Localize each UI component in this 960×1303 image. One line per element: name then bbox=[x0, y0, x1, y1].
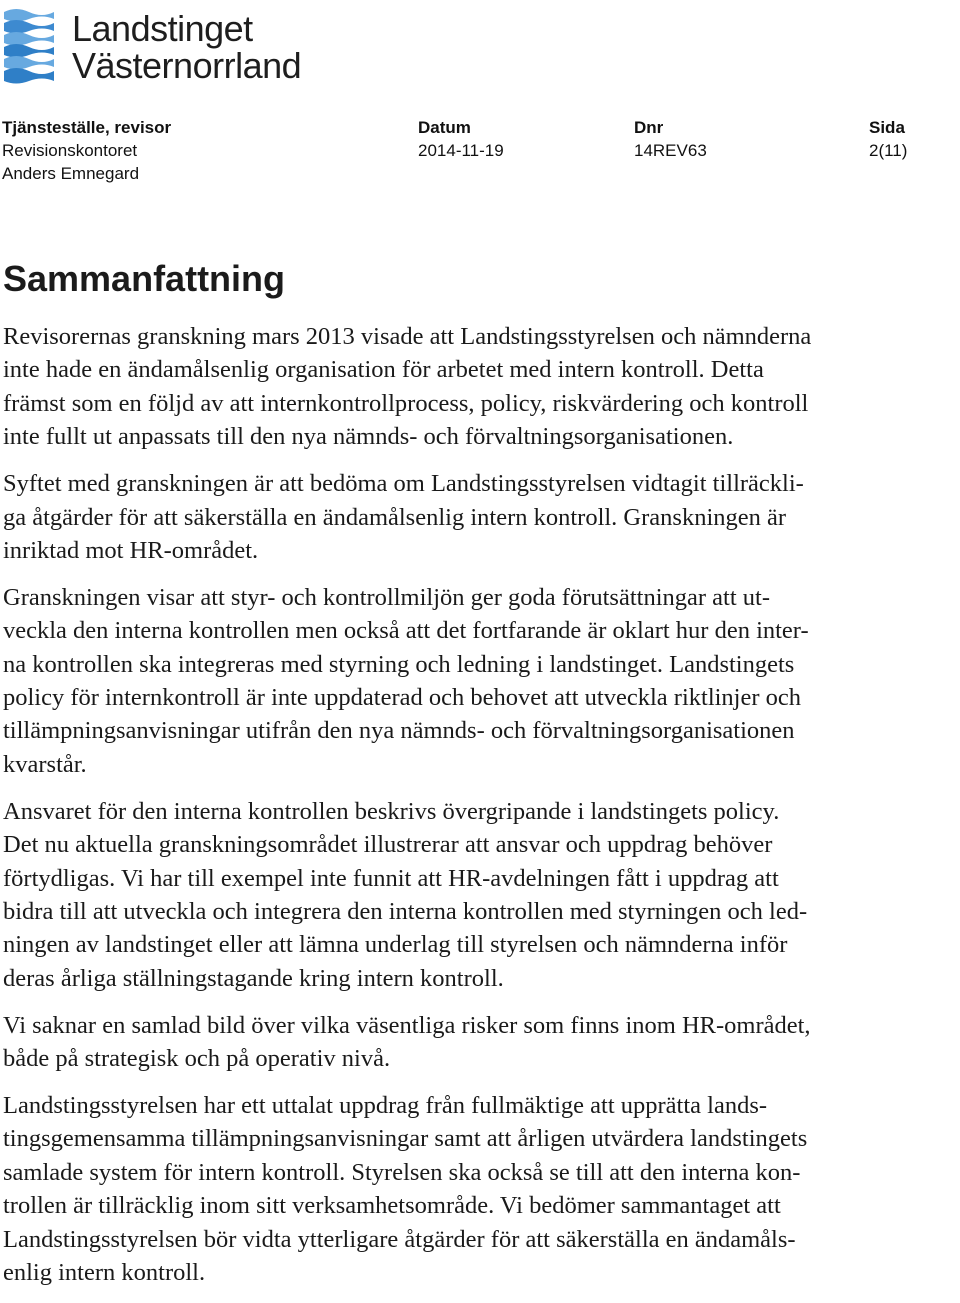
paragraph-line: Granskningen visar att styr- och kontrollmiljön ger goda förutsättningar att ut- bbox=[3, 583, 771, 611]
paragraph-line: ningen av landstinget eller att lämna underlag till styrelsen och nämnderna inför bbox=[3, 931, 788, 959]
paragraph-line: Vi saknar en samlad bild över vilka väsentliga risker som finns inom HR-området, bbox=[3, 1011, 811, 1039]
paragraph-line: Det nu aktuella granskningsområdet illustrerar att ansvar och uppdrag behöver bbox=[3, 831, 773, 859]
paragraph-line: främst som en följd av att internkontrollprocess, policy, riskvärdering och kontroll bbox=[3, 389, 809, 417]
header-col-office bbox=[2, 116, 171, 185]
date-value: 2014-11-19 bbox=[418, 141, 504, 160]
body-paragraph bbox=[3, 320, 958, 454]
paragraph-line: veckla den interna kontrollen men också att det fortfarande är oklart hur den inter- bbox=[3, 617, 809, 645]
paragraph-line: inte hade en ändamålsenlig organisation för arbetet med intern kontroll. Detta bbox=[3, 356, 764, 384]
paragraph-line: deras årliga ställningstagande kring intern kontroll. bbox=[3, 964, 504, 992]
waves-logo-icon bbox=[2, 6, 56, 84]
paragraph-line: bidra till att utveckla och integrera den interna kontrollen med styrningen och led- bbox=[3, 898, 808, 925]
paragraph-line: enlig intern kontroll. bbox=[3, 1259, 206, 1287]
paragraph-line: Revisorernas granskning mars 2013 visade att Landstingsstyrelsen och nämnderna bbox=[3, 323, 812, 350]
body-paragraph bbox=[3, 581, 958, 781]
body-paragraph bbox=[3, 1089, 958, 1289]
paragraph-line: förtydligas. Vi har till exempel inte funnit att HR-avdelningen fått i uppdrag att bbox=[3, 864, 779, 892]
header-col-date bbox=[418, 116, 504, 162]
page-label: Sida bbox=[869, 118, 905, 137]
logo-text-line1: Landstinget bbox=[72, 8, 253, 49]
header-col-dnr bbox=[634, 116, 707, 162]
date-label: Datum bbox=[418, 118, 471, 137]
office-label: Tjänsteställe, revisor bbox=[2, 118, 172, 137]
paragraph-line: Ansvaret för den interna kontrollen beskrivs övergripande i landstingets policy. bbox=[3, 797, 780, 825]
header-col-page bbox=[869, 116, 907, 162]
logo-text-line2: Västernorrland bbox=[72, 45, 302, 86]
paragraph-line: trollen är tillräcklig inom sitt verksamhetsområde. Vi bedömer sammantaget att bbox=[3, 1192, 781, 1220]
document-body bbox=[3, 320, 958, 1303]
dnr-value: 14REV63 bbox=[634, 141, 707, 160]
body-paragraph bbox=[3, 1009, 958, 1076]
page-title: Sammanfattning bbox=[3, 258, 286, 299]
paragraph-line: samlade system för intern kontroll. Styrelsen ska också se till att den interna kon- bbox=[3, 1158, 801, 1186]
paragraph-line: na kontrollen ska integreras med styrning och ledning i landstinget. Landstingets bbox=[3, 650, 795, 678]
paragraph-line: inte fullt ut anpassats till den nya nämnds- och förvaltningsorganisationen. bbox=[3, 423, 734, 451]
paragraph-line: både på strategisk och på operativ nivå. bbox=[3, 1045, 391, 1073]
body-paragraph bbox=[3, 467, 958, 567]
paragraph-line: Landstingsstyrelsen har ett uttalat uppdrag från fullmäktige att upprätta lands- bbox=[3, 1092, 768, 1120]
paragraph-line: tillämpningsanvisningar utifrån den nya nämnds- och förvaltningsorganisationen bbox=[3, 717, 795, 745]
page-value: 2(11) bbox=[869, 141, 908, 160]
dnr-label: Dnr bbox=[634, 118, 664, 137]
paragraph-line: ga åtgärder för att säkerställa en ändamålsenlig intern kontroll. Granskningen är bbox=[3, 503, 787, 531]
organization-logo bbox=[2, 4, 332, 86]
paragraph-line: Syftet med granskningen är att bedöma om Landstingsstyrelsen vidtagit tillräckli- bbox=[3, 470, 804, 498]
officer-name: Anders Emnegard bbox=[2, 164, 140, 183]
body-paragraph bbox=[3, 795, 958, 995]
paragraph-line: inriktad mot HR-området. bbox=[3, 536, 259, 564]
office-name: Revisionskontoret bbox=[2, 141, 138, 160]
paragraph-line: tingsgemensamma tillämpningsanvisningar samt att årligen utvärdera landstingets bbox=[3, 1125, 808, 1153]
paragraph-line: policy för internkontroll är inte uppdaterad och behovet att utveckla riktlinjer och bbox=[3, 684, 802, 712]
paragraph-line: Landstingsstyrelsen bör vidta ytterligare åtgärder för att säkerställa en ändamåls- bbox=[3, 1225, 796, 1253]
paragraph-line: kvarstår. bbox=[3, 750, 87, 778]
